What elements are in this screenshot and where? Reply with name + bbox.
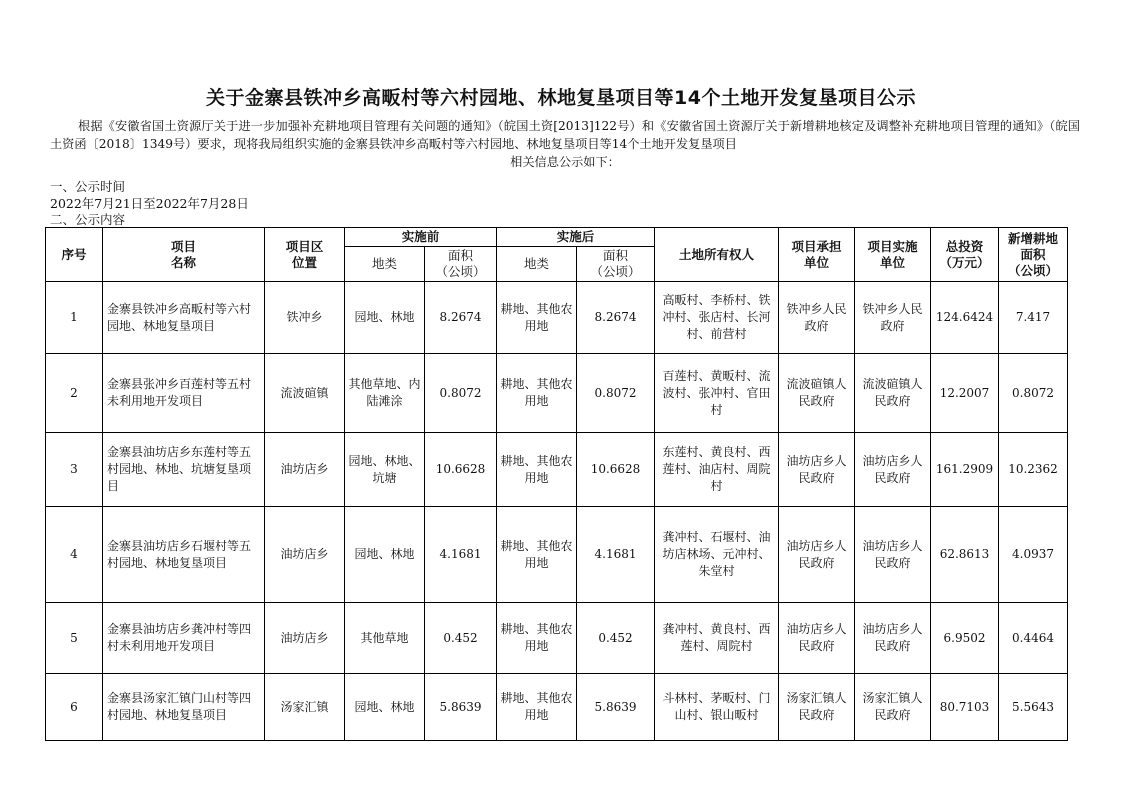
cell-undertaker: 油坊店乡人民政府 [779, 433, 855, 507]
section-publication-period-heading: 一、公示时间 [50, 179, 126, 194]
cell-implementer: 汤家汇镇人民政府 [855, 674, 931, 741]
cell-before-type: 其他草地 [345, 603, 425, 674]
table-row [46, 354, 1068, 433]
cell-before-type: 园地、林地 [345, 674, 425, 741]
col-header-implementer: 项目实施 单位 [855, 228, 931, 282]
cell-undertaker: 铁冲乡人民政府 [779, 282, 855, 354]
header-row-top [46, 228, 1068, 247]
col-header-after: 实施后 [497, 228, 655, 247]
cell-location: 铁冲乡 [265, 282, 345, 354]
cell-undertaker: 油坊店乡人民政府 [779, 507, 855, 603]
cell-owners: 龚冲村、石堰村、油坊店林场、元冲村、朱堂村 [655, 507, 779, 603]
col-header-before-type: 地类 [345, 247, 425, 282]
cell-location: 汤家汇镇 [265, 674, 345, 741]
cell-after-area: 0.8072 [577, 354, 655, 433]
cell-investment: 12.2007 [931, 354, 999, 433]
cell-after-area: 10.6628 [577, 433, 655, 507]
cell-implementer: 流波碹镇人民政府 [855, 354, 931, 433]
cell-before-type: 其他草地、内陆滩涂 [345, 354, 425, 433]
cell-location: 油坊店乡 [265, 603, 345, 674]
cell-investment: 80.7103 [931, 674, 999, 741]
cell-after-type: 耕地、其他农用地 [497, 507, 577, 603]
cell-before-area: 0.452 [425, 603, 497, 674]
cell-implementer: 油坊店乡人民政府 [855, 603, 931, 674]
cell-project-name: 金寨县油坊店乡东莲村等五村园地、林地、坑塘复垦项目 [103, 433, 265, 507]
cell-project-name: 金寨县油坊店乡龚冲村等四村未利用地开发项目 [103, 603, 265, 674]
cell-new-land: 4.0937 [999, 507, 1068, 603]
col-header-new-land: 新增耕地 面积 （公顷） [999, 228, 1068, 282]
section-content-heading: 二、公示内容 [50, 212, 126, 227]
cell-new-land: 10.2362 [999, 433, 1068, 507]
cell-project-name: 金寨县张冲乡百莲村等五村未利用地开发项目 [103, 354, 265, 433]
cell-location: 油坊店乡 [265, 507, 345, 603]
cell-owners: 东莲村、黄良村、西莲村、油店村、周院村 [655, 433, 779, 507]
col-header-seq: 序号 [46, 228, 103, 282]
cell-seq: 1 [46, 282, 103, 354]
table-row [46, 674, 1068, 741]
cell-after-area: 8.2674 [577, 282, 655, 354]
col-header-before: 实施前 [345, 228, 497, 247]
intro-paragraph [50, 117, 1080, 171]
intro-end: 相关信息公示如下： [510, 155, 620, 169]
cell-new-land: 5.5643 [999, 674, 1068, 741]
table-row [46, 282, 1068, 354]
cell-seq: 4 [46, 507, 103, 603]
cell-after-area: 4.1681 [577, 507, 655, 603]
cell-after-type: 耕地、其他农用地 [497, 674, 577, 741]
cell-project-name: 金寨县铁冲乡高畈村等六村园地、林地复垦项目 [103, 282, 265, 354]
cell-implementer: 油坊店乡人民政府 [855, 433, 931, 507]
cell-location: 流波碹镇 [265, 354, 345, 433]
cell-new-land: 0.4464 [999, 603, 1068, 674]
cell-investment: 6.9502 [931, 603, 999, 674]
col-header-after-type: 地类 [497, 247, 577, 282]
cell-seq: 6 [46, 674, 103, 741]
table-row [46, 433, 1068, 507]
cell-undertaker: 流波碹镇人民政府 [779, 354, 855, 433]
col-header-investment: 总投资 （万元） [931, 228, 999, 282]
cell-seq: 2 [46, 354, 103, 433]
cell-owners: 斗林村、茅畈村、门山村、银山畈村 [655, 674, 779, 741]
col-header-undertaker: 项目承担 单位 [779, 228, 855, 282]
cell-after-type: 耕地、其他农用地 [497, 603, 577, 674]
publication-dates: 2022年7月21日至2022年7月28日 [50, 196, 249, 211]
cell-before-type: 园地、林地 [345, 282, 425, 354]
intro-body: 根据《安徽省国土资源厅关于进一步加强补充耕地项目管理有关问题的通知》（皖国土资[2013]122号）和《安徽省国土资源厅关于新增耕地核定及调整补充耕地项目管理的通知》（皖国土资函〔2018〕1349号）要求，现将我局组织实施的金寨县铁冲乡高畈村等六村园地、林地复垦项目等14个土地开发复垦项目 [50, 119, 1080, 151]
table-row [46, 507, 1068, 603]
cell-investment: 161.2909 [931, 433, 999, 507]
cell-owners: 高畈村、李桥村、铁冲村、张店村、长河村、前营村 [655, 282, 779, 354]
cell-before-area: 5.8639 [425, 674, 497, 741]
col-header-location: 项目区 位置 [265, 228, 345, 282]
cell-new-land: 7.417 [999, 282, 1068, 354]
projects-table [45, 227, 1068, 741]
cell-before-type: 园地、林地、坑塘 [345, 433, 425, 507]
cell-after-area: 5.8639 [577, 674, 655, 741]
cell-investment: 124.6424 [931, 282, 999, 354]
col-header-after-area: 面积 （公顷） [577, 247, 655, 282]
cell-implementer: 油坊店乡人民政府 [855, 507, 931, 603]
cell-seq: 5 [46, 603, 103, 674]
cell-owners: 百莲村、黄畈村、流波村、张冲村、官田村 [655, 354, 779, 433]
cell-implementer: 铁冲乡人民政府 [855, 282, 931, 354]
cell-after-area: 0.452 [577, 603, 655, 674]
cell-before-area: 0.8072 [425, 354, 497, 433]
cell-after-type: 耕地、其他农用地 [497, 282, 577, 354]
cell-before-type: 园地、林地 [345, 507, 425, 603]
col-header-project-name: 项目 名称 [103, 228, 265, 282]
cell-owners: 龚冲村、黄良村、西莲村、周院村 [655, 603, 779, 674]
cell-before-area: 10.6628 [425, 433, 497, 507]
cell-undertaker: 汤家汇镇人民政府 [779, 674, 855, 741]
cell-before-area: 8.2674 [425, 282, 497, 354]
col-header-before-area: 面积 （公顷） [425, 247, 497, 282]
page-title: 关于金寨县铁冲乡高畈村等六村园地、林地复垦项目等14个土地开发复垦项目公示 [206, 87, 916, 109]
cell-seq: 3 [46, 433, 103, 507]
cell-project-name: 金寨县汤家汇镇门山村等四村园地、林地复垦项目 [103, 674, 265, 741]
cell-undertaker: 油坊店乡人民政府 [779, 603, 855, 674]
cell-project-name: 金寨县油坊店乡石堰村等五村园地、林地复垦项目 [103, 507, 265, 603]
cell-before-area: 4.1681 [425, 507, 497, 603]
cell-new-land: 0.8072 [999, 354, 1068, 433]
cell-after-type: 耕地、其他农用地 [497, 354, 577, 433]
cell-investment: 62.8613 [931, 507, 999, 603]
col-header-owner: 土地所有权人 [655, 228, 779, 282]
table-row [46, 603, 1068, 674]
cell-location: 油坊店乡 [265, 433, 345, 507]
cell-after-type: 耕地、其他农用地 [497, 433, 577, 507]
